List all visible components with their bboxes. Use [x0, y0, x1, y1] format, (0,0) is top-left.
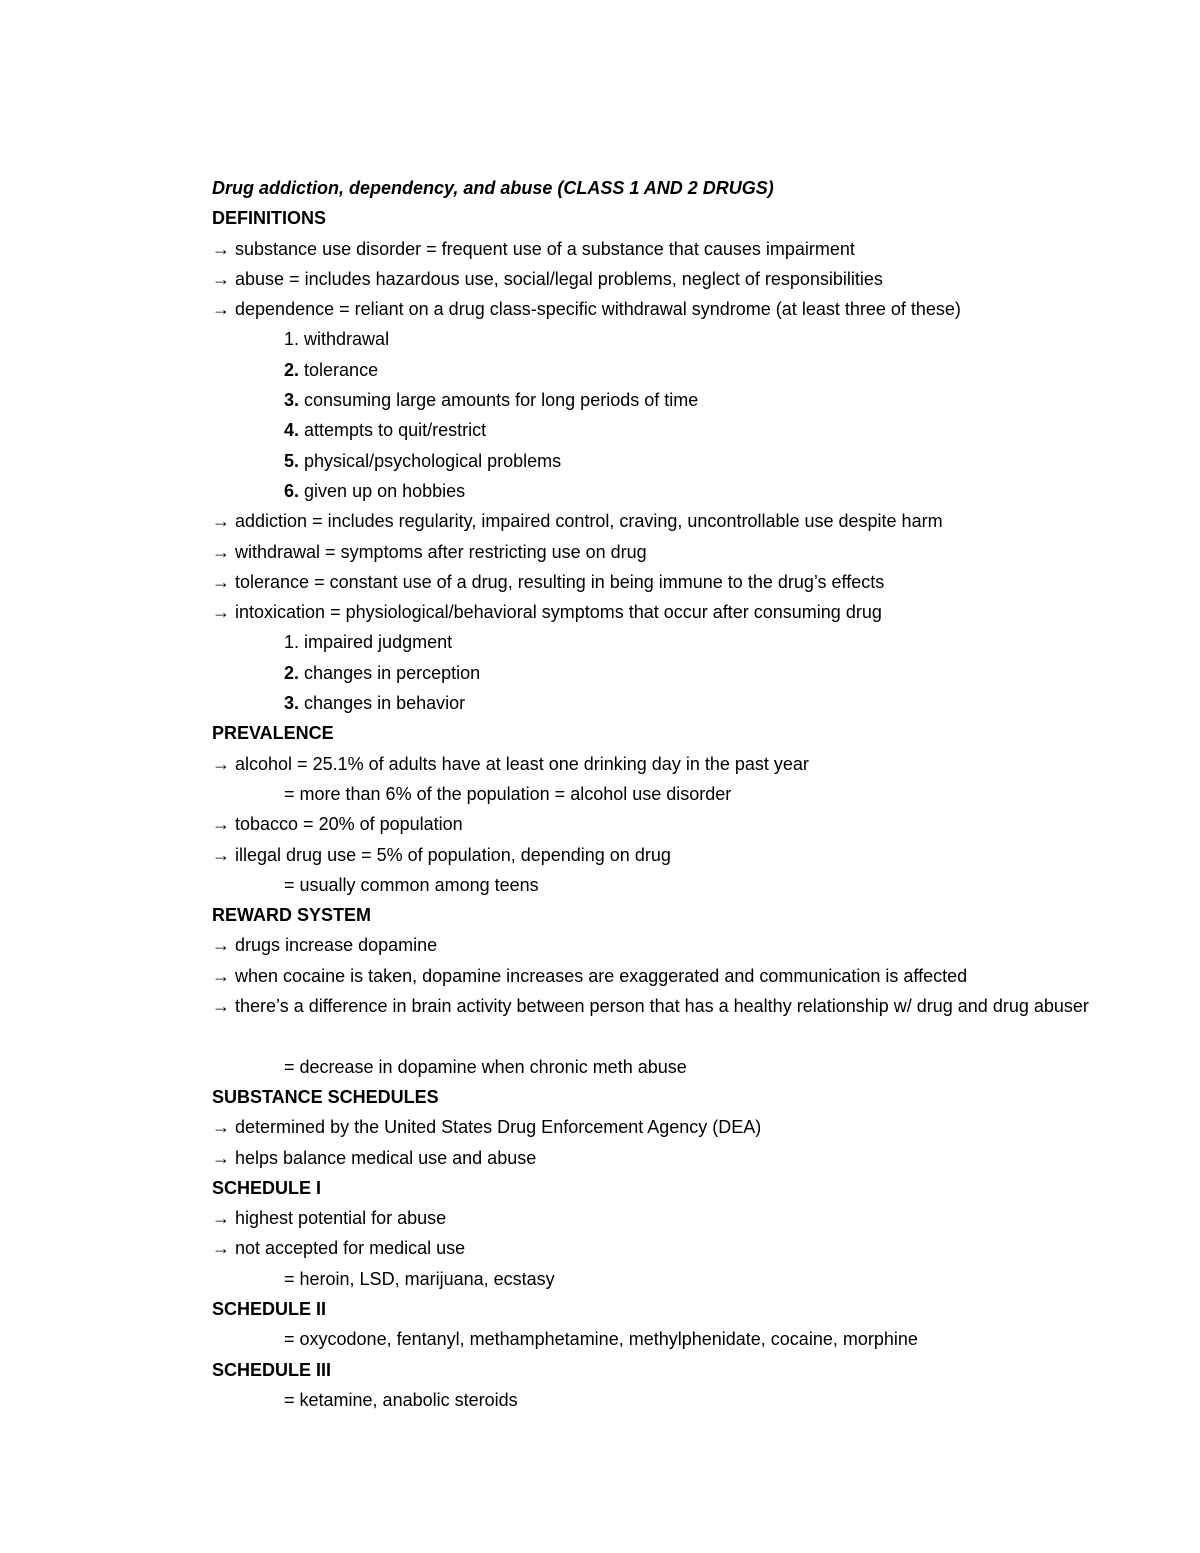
- reward-item: → drugs increase dopamine: [212, 935, 438, 956]
- list-item: 3. changes in behavior: [284, 693, 466, 714]
- prevalence-item: → tobacco = 20% of population: [212, 814, 463, 835]
- arrow-icon: →: [212, 238, 230, 259]
- arrow-icon: →: [212, 1147, 230, 1168]
- arrow-icon: →: [212, 511, 230, 532]
- schedule-examples: = oxycodone, fentanyl, methamphetamine, methylphenidate, cocaine, morphine: [284, 1329, 918, 1350]
- arrow-icon: →: [212, 1208, 230, 1229]
- arrow-icon: →: [212, 753, 230, 774]
- arrow-icon: →: [212, 1238, 230, 1259]
- prevalence-item: → illegal drug use = 5% of population, depending on drug: [212, 844, 671, 865]
- schedule-item: → highest potential for abuse: [212, 1208, 447, 1229]
- arrow-icon: →: [212, 571, 230, 592]
- list-item: 4. attempts to quit/restrict: [284, 420, 487, 441]
- definition-item: → tolerance = constant use of a drug, resulting in being immune to the drug’s effects: [212, 571, 885, 592]
- definition-item: → dependence = reliant on a drug class-specific withdrawal syndrome (at least three of these): [212, 299, 961, 320]
- definition-item: → abuse = includes hazardous use, social/legal problems, neglect of responsibilities: [212, 268, 883, 289]
- prevalence-item: → alcohol = 25.1% of adults have at least one drinking day in the past year: [212, 753, 809, 774]
- list-item: 3. consuming large amounts for long periods of time: [284, 390, 699, 411]
- section-heading-schedule-1: SCHEDULE I: [212, 1177, 322, 1198]
- schedules-item: → helps balance medical use and abuse: [212, 1147, 537, 1168]
- document-page: [212, 173, 1142, 1415]
- schedule-item: → not accepted for medical use: [212, 1238, 466, 1259]
- section-heading-prevalence: PREVALENCE: [212, 723, 334, 744]
- list-item: 5. physical/psychological problems: [284, 450, 562, 471]
- schedules-item: → determined by the United States Drug Enforcement Agency (DEA): [212, 1117, 762, 1138]
- section-heading-schedule-2: SCHEDULE II: [212, 1298, 327, 1319]
- arrow-icon: →: [212, 965, 230, 986]
- prevalence-subitem: = usually common among teens: [284, 874, 539, 895]
- section-heading-definitions: DEFINITIONS: [212, 208, 327, 229]
- list-item: 1. withdrawal: [284, 329, 390, 350]
- arrow-icon: →: [212, 996, 230, 1017]
- arrow-icon: →: [212, 935, 230, 956]
- list-item: 2. tolerance: [284, 359, 379, 380]
- prevalence-subitem: = more than 6% of the population = alcohol use disorder: [284, 783, 732, 804]
- schedule-examples: = heroin, LSD, marijuana, ecstasy: [284, 1268, 555, 1289]
- definition-item: → intoxication = physiological/behavioral symptoms that occur after consuming drug: [212, 602, 882, 623]
- section-heading-schedule-3: SCHEDULE III: [212, 1359, 332, 1380]
- definition-item: → withdrawal = symptoms after restricting use on drug: [212, 541, 647, 562]
- definition-item: → substance use disorder = frequent use of a substance that causes impairment: [212, 238, 855, 259]
- list-item: 1. impaired judgment: [284, 632, 453, 653]
- arrow-icon: →: [212, 268, 230, 289]
- list-item: 2. changes in perception: [284, 662, 481, 683]
- reward-item: → when cocaine is taken, dopamine increases are exaggerated and communication is affected: [212, 965, 968, 986]
- definition-item: → addiction = includes regularity, impaired control, craving, uncontrollable use despite harm: [212, 511, 943, 532]
- reward-item: → there’s a difference in brain activity between person that has a healthy relationship w/ drug and drug abuser: [212, 996, 1089, 1017]
- schedule-examples: = ketamine, anabolic steroids: [284, 1389, 518, 1410]
- arrow-icon: →: [212, 602, 230, 623]
- section-heading-substance-schedules: SUBSTANCE SCHEDULES: [212, 1086, 439, 1107]
- document-title: Drug addiction, dependency, and abuse (CLASS 1 AND 2 DRUGS): [212, 178, 774, 198]
- list-item: 6. given up on hobbies: [284, 480, 466, 501]
- section-heading-reward-system: REWARD SYSTEM: [212, 905, 372, 926]
- arrow-icon: →: [212, 1117, 230, 1138]
- arrow-icon: →: [212, 541, 230, 562]
- arrow-icon: →: [212, 844, 230, 865]
- reward-subitem: = decrease in dopamine when chronic meth abuse: [284, 1056, 687, 1077]
- arrow-icon: →: [212, 299, 230, 320]
- arrow-icon: →: [212, 814, 230, 835]
